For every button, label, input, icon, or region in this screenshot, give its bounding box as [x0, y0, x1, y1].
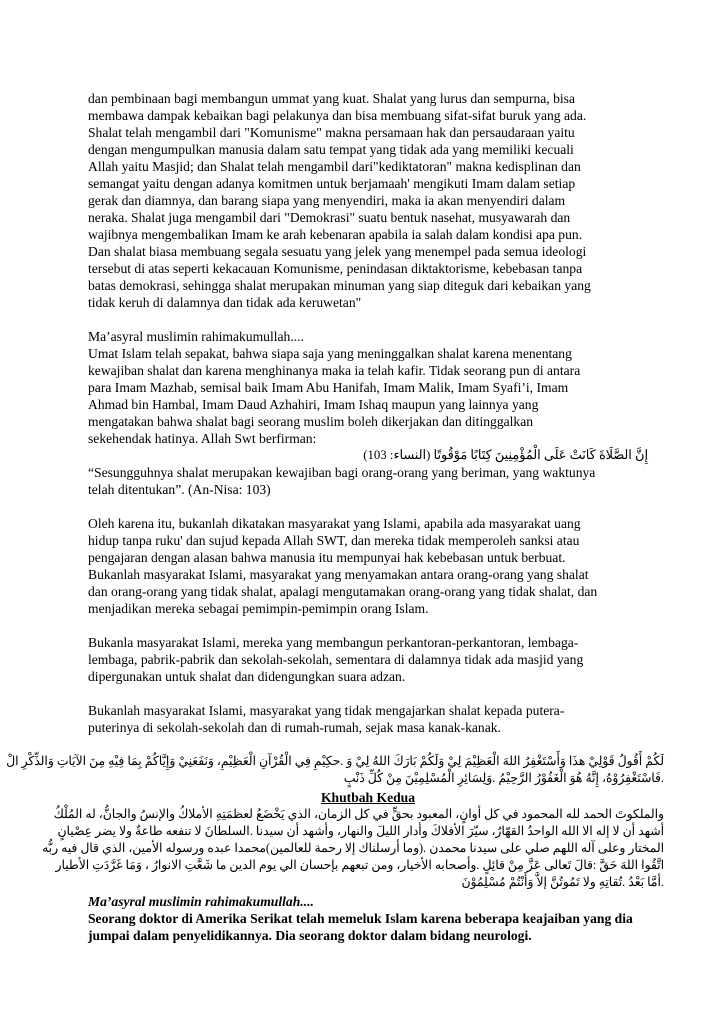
paragraph-not-islamic-society: [88, 515, 648, 617]
text-line: kewajiban shalat dan karena menghinanya maka ia telah kafir. Tidak seorang pun di antara: [88, 363, 581, 378]
arabic-line: المختار وعلى آله اللهم صلي على سيدنا محمدن .(وما أرسلناك إلا رحمة للعالمين)محمدا عبده ورسوله الأمين، الذي قال فيه ربُّه: [42, 841, 664, 855]
closing-paragraph: [88, 893, 648, 944]
text-line: Allah yaitu Masjid; dan Shalat telah mengambil dari"kediktatoran" makna kedisplinan dan: [88, 159, 581, 174]
text-line: jumpai dalam penyelidikannya. Dia seorang doktor dalam bidang neurologi.: [88, 928, 532, 943]
greeting-line: Ma’asyral muslimin rahimakumullah....: [88, 894, 314, 909]
quran-verse: إِنَّ الصَّلَاةَ كَانَتْ عَلَى الْمُؤْمِنِينَ كِتَابًا مَوْقُوتًا (النساء: 103): [363, 448, 648, 462]
text-line: membawa dampak kebaikan bagi pelakunya dan bisa membuang sifat-sifat buruk yang ada.: [88, 108, 587, 123]
arabic-line: لَكُمْ أَقُولُ قَوْلِيْ هذَا وَأَسْتَغْفِرُ اللهَ الْعَظِيْمَ لِيْ وَلَكُمْ بَارَكَ اللهُ لِيْ وَ .حكِيْمِ فِي الْقُرْآنِ الْعَظِيْمِ، وَنَفَعَنِيْ وَإِيَّاكُمْ بِمَا فِيْهِ مِنَ الآيَاتِ وَالذِّكْرِ الْ: [6, 754, 664, 768]
text-line: wajibnya mengembalikan Imam ke arah kebenaran apabila ia salah dalam kondisi apa pun.: [88, 227, 583, 242]
second-sermon-opening: [42, 806, 664, 891]
text-line: Bukanlah masyarakat Islami, masyarakat yang menyamakan antara orang-orang yang shalat: [88, 567, 589, 582]
document-page: [6, 90, 664, 944]
text-line: Shalat telah mengambil dari "Komunisme" makna persamaan hak dan persaudaraan yaitu: [88, 125, 575, 140]
text-line: tidak keruh di dalamnya dan tidak ada keruwetan": [88, 295, 362, 310]
closing-prayer: [6, 753, 664, 787]
text-line: neraka. Shalat juga mengambil dari "Demokrasi" suatu bentuk nasehat, musyawarah dan: [88, 210, 571, 225]
text-line: puterinya di sekolah-sekolah dan di rumah-rumah, sejak masa kanak-kanak.: [88, 720, 501, 735]
text-line: lembaga, pabrik-pabrik dan sekolah-sekolah, sementara di dalamnya tidak ada masjid yang: [88, 652, 584, 667]
paragraph-education: [88, 702, 648, 736]
text-line: dengan mengumpulkan manusia dalam satu tempat yang tidak ada yang memiliki kecuali: [88, 142, 574, 157]
text-line: dan orang-orang yang tidak shalat, apalagi mengutamakan orang-orang yang tidak shalat, dan: [88, 584, 598, 599]
text-line: para Imam Mazhab, semisal baik Imam Abu Hanifah, Imam Malik, Imam Syafi’i, Imam: [88, 380, 569, 395]
text-line: tersebut di atas seperti kekacauan Komunisme, penindasan diktaktorisme, kebebasan tanpa: [88, 261, 583, 276]
text-line: Umat Islam telah sepakat, bahwa siapa saja yang meninggalkan shalat karena menentang: [88, 346, 572, 361]
text-line: sekehendak hatinya. Allah Swt berfirman:: [88, 431, 317, 446]
text-line: gerak dan diamnya, dan barang siapa yang menyendiri, maka ia akan menyendiri dalam: [88, 193, 566, 208]
paragraph-shalat-ideologies: [88, 90, 648, 311]
text-line: dan pembinaan bagi membangun ummat yang kuat. Shalat yang lurus dan sempurna, bisa: [88, 91, 575, 106]
text-line: Ahmad bin Hambal, Imam Daud Azhahiri, Imam Ishaq maupun yang lainnya yang: [88, 397, 539, 412]
text-line: mengatakan bahwa shalat bagi seorang muslim boleh dikerjakan dan ditinggalkan: [88, 414, 534, 429]
paragraph-consensus: [88, 328, 648, 498]
arabic-line: والملكوتَ الحمد لله المحمود في كل أوانٍ، المعبود بحقٍّ في كل الزمان، الذي يَخْضَعُ لعظمَتِهِ الأملاكُ والإنسُ والجانُّ، له المُلْكُ: [53, 807, 664, 821]
arabic-line: .فَاسْتَغْفِرُوْهُ، إِنَّهُ هُوَ الْغَفُوْرُ الرَّحِيْمُ .وَلِسَائِرِ الْمُسْلِمِيْنَ مِنْ كُلِّ ذَنْبٍ: [343, 771, 664, 785]
verse-translation-line: “Sesungguhnya shalat merupakan kewajiban bagi orang-orang yang beriman, yang waktunya: [88, 465, 596, 480]
arabic-line: .أمَّا بَعْدُ .تُقاتِهِ ولا تَمُوتُنَّ إلاَّ وَأَنْتُمْ مُسْلِمُوْنَ: [461, 875, 664, 889]
text-line: hidup tanpa ruku' dan sujud kepada Allah SWT, dan mereka tidak memperoleh sanksi atau: [88, 533, 580, 548]
text-line: Oleh karena itu, bukanlah dikatakan masyarakat yang Islami, apabila ada masyarakat uang: [88, 516, 581, 531]
text-line: Dan shalat biasa membuang segala sesuatu yang jelek yang menempel pada semua ideologi: [88, 244, 587, 259]
paragraph-offices: [88, 634, 648, 685]
text-line: batas demokrasi, sehingga shalat merupakan minuman yang siap diteguk dari kebaikan yang: [88, 278, 591, 293]
text-line: dipergunakan untuk shalat dan didengungkan suara adzan.: [88, 669, 406, 684]
khutbah-title: Khutbah Kedua: [320, 790, 416, 805]
text-line: pengajaran dengan alasan bahwa manusia itu mempunyai hak kebebasan untuk berbuat.: [88, 550, 566, 565]
text-line: Bukanlah masyarakat Islami, masyarakat yang tidak mengajarkan shalat kepada putera-: [88, 703, 565, 718]
arabic-line: أشهد أن لا إله الا الله الواحدُ القهّارُ، سيّرَ الأفلاكَ وأدار الليلَ والنهار، وأشهد أن سيدنا .السلطانَ لا تنفعه طاعةٌ ولا يضر عِصْيانٍ: [57, 824, 664, 838]
text-line: semangat yaitu dengan adanya komitmen untuk berjamaah' mengikuti Imam dalam setiap: [88, 176, 576, 191]
text-line: menjadikan mereka sebagai pemimpin-pemimpin orang Islam.: [88, 601, 429, 616]
verse-translation-line: telah ditentukan”. (An-Nisa: 103): [88, 482, 271, 497]
arabic-line: اتَّقُوا اللهَ حَقَّ :قالَ تَعالى عَزَّ مِنْ قائِلٍ .وأصحابه الأخيار، ومن تبعهم بإحسان الي يوم الدين ما شَعَّتِ الانوارُ ، وَمَا غَرَّدَتِ الأطيار: [55, 858, 664, 872]
text-line: Seorang doktor di Amerika Serikat telah memeluk Islam karena beberapa keajaiban yang dia: [88, 911, 633, 926]
text-line: Bukanla masyarakat Islami, mereka yang membangun perkantoran-perkantoran, lembaga-: [88, 635, 579, 650]
greeting-line: Ma’asyral muslimin rahimakumullah....: [88, 329, 304, 344]
